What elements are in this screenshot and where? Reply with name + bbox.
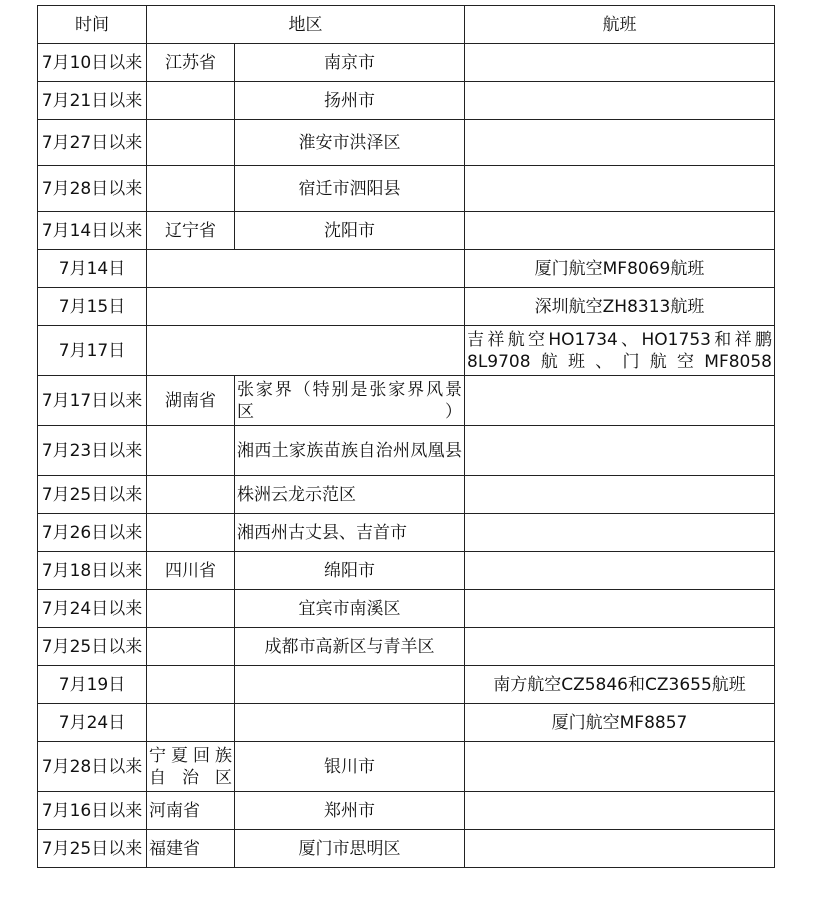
table-row <box>38 376 775 426</box>
flight-cell: 深圳航空ZH8313航班 <box>465 288 775 326</box>
time-cell: 7月14日以来 <box>38 212 147 250</box>
province-cell: 辽宁省 <box>147 212 235 250</box>
region-cell: 沈阳市 <box>235 212 465 250</box>
flight-cell <box>465 44 775 82</box>
flight-cell <box>465 552 775 590</box>
header-flight: 航班 <box>465 6 775 44</box>
province-cell: 河南省 <box>147 792 235 830</box>
table-row <box>38 666 775 704</box>
province-cell <box>147 166 235 212</box>
province-cell <box>147 82 235 120</box>
flight-cell <box>465 792 775 830</box>
header-region: 地区 <box>147 6 465 44</box>
region-cell: 湘西州古丈县、吉首市 <box>235 514 465 552</box>
time-cell: 7月24日 <box>38 704 147 742</box>
region-cell <box>235 666 465 704</box>
region-cell: 宜宾市南溪区 <box>235 590 465 628</box>
region-cell: 厦门市思明区 <box>235 830 465 868</box>
time-cell: 7月16日以来 <box>38 792 147 830</box>
table-row <box>38 326 775 376</box>
table-row <box>38 590 775 628</box>
flight-cell: 吉祥航空HO1734、HO1753和祥鹏8L9708航班、门航空MF8058 <box>465 326 775 376</box>
province-cell <box>147 590 235 628</box>
time-cell: 7月25日以来 <box>38 830 147 868</box>
header-row <box>38 6 775 44</box>
flight-cell <box>465 514 775 552</box>
table-row <box>38 628 775 666</box>
time-cell: 7月23日以来 <box>38 426 147 476</box>
flight-cell <box>465 120 775 166</box>
province-cell <box>147 476 235 514</box>
flight-cell <box>465 628 775 666</box>
flight-cell <box>465 212 775 250</box>
province-cell: 湖南省 <box>147 376 235 426</box>
region-cell: 株洲云龙示范区 <box>235 476 465 514</box>
time-cell: 7月17日以来 <box>38 376 147 426</box>
flight-cell <box>465 476 775 514</box>
table-row <box>38 476 775 514</box>
time-cell: 7月28日以来 <box>38 166 147 212</box>
flight-cell <box>465 82 775 120</box>
region-cell: 张家界（特别是张家界风景区） <box>235 376 465 426</box>
flight-cell <box>465 830 775 868</box>
time-cell: 7月15日 <box>38 288 147 326</box>
table-row <box>38 792 775 830</box>
region-cell: 淮安市洪泽区 <box>235 120 465 166</box>
region-cell: 绵阳市 <box>235 552 465 590</box>
table-row <box>38 288 775 326</box>
region-cell <box>147 250 465 288</box>
region-cell: 成都市高新区与青羊区 <box>235 628 465 666</box>
table-row <box>38 830 775 868</box>
time-cell: 7月21日以来 <box>38 82 147 120</box>
province-cell <box>147 628 235 666</box>
region-cell: 银川市 <box>235 742 465 792</box>
region-cell: 郑州市 <box>235 792 465 830</box>
time-cell: 7月25日以来 <box>38 628 147 666</box>
time-cell: 7月19日 <box>38 666 147 704</box>
time-cell: 7月14日 <box>38 250 147 288</box>
flight-cell <box>465 376 775 426</box>
province-cell <box>147 666 235 704</box>
table-row <box>38 120 775 166</box>
table-row <box>38 212 775 250</box>
time-cell: 7月24日以来 <box>38 590 147 628</box>
table-row <box>38 250 775 288</box>
table-row <box>38 166 775 212</box>
region-cell: 宿迁市泗阳县 <box>235 166 465 212</box>
risk-area-table <box>37 5 775 868</box>
province-cell: 江苏省 <box>147 44 235 82</box>
province-cell <box>147 426 235 476</box>
table-row <box>38 514 775 552</box>
region-cell <box>235 704 465 742</box>
time-cell: 7月27日以来 <box>38 120 147 166</box>
flight-cell: 南方航空CZ5846和CZ3655航班 <box>465 666 775 704</box>
time-cell: 7月17日 <box>38 326 147 376</box>
province-cell <box>147 514 235 552</box>
time-cell: 7月28日以来 <box>38 742 147 792</box>
region-cell: 湘西土家族苗族自治州凤凰县 <box>235 426 465 476</box>
table-row <box>38 82 775 120</box>
table-row <box>38 44 775 82</box>
flight-cell <box>465 166 775 212</box>
time-cell: 7月10日以来 <box>38 44 147 82</box>
region-cell: 南京市 <box>235 44 465 82</box>
flight-cell <box>465 742 775 792</box>
table-row <box>38 704 775 742</box>
province-cell <box>147 120 235 166</box>
flight-cell <box>465 590 775 628</box>
time-cell: 7月26日以来 <box>38 514 147 552</box>
flight-cell: 厦门航空MF8857 <box>465 704 775 742</box>
flight-cell: 厦门航空MF8069航班 <box>465 250 775 288</box>
table-row <box>38 426 775 476</box>
province-cell: 宁夏回族自治区 <box>147 742 235 792</box>
region-cell <box>147 326 465 376</box>
province-cell <box>147 704 235 742</box>
time-cell: 7月25日以来 <box>38 476 147 514</box>
header-time: 时间 <box>38 6 147 44</box>
flight-cell <box>465 426 775 476</box>
province-cell: 四川省 <box>147 552 235 590</box>
region-cell: 扬州市 <box>235 82 465 120</box>
table-row <box>38 552 775 590</box>
province-cell: 福建省 <box>147 830 235 868</box>
table-row <box>38 742 775 792</box>
region-cell <box>147 288 465 326</box>
time-cell: 7月18日以来 <box>38 552 147 590</box>
